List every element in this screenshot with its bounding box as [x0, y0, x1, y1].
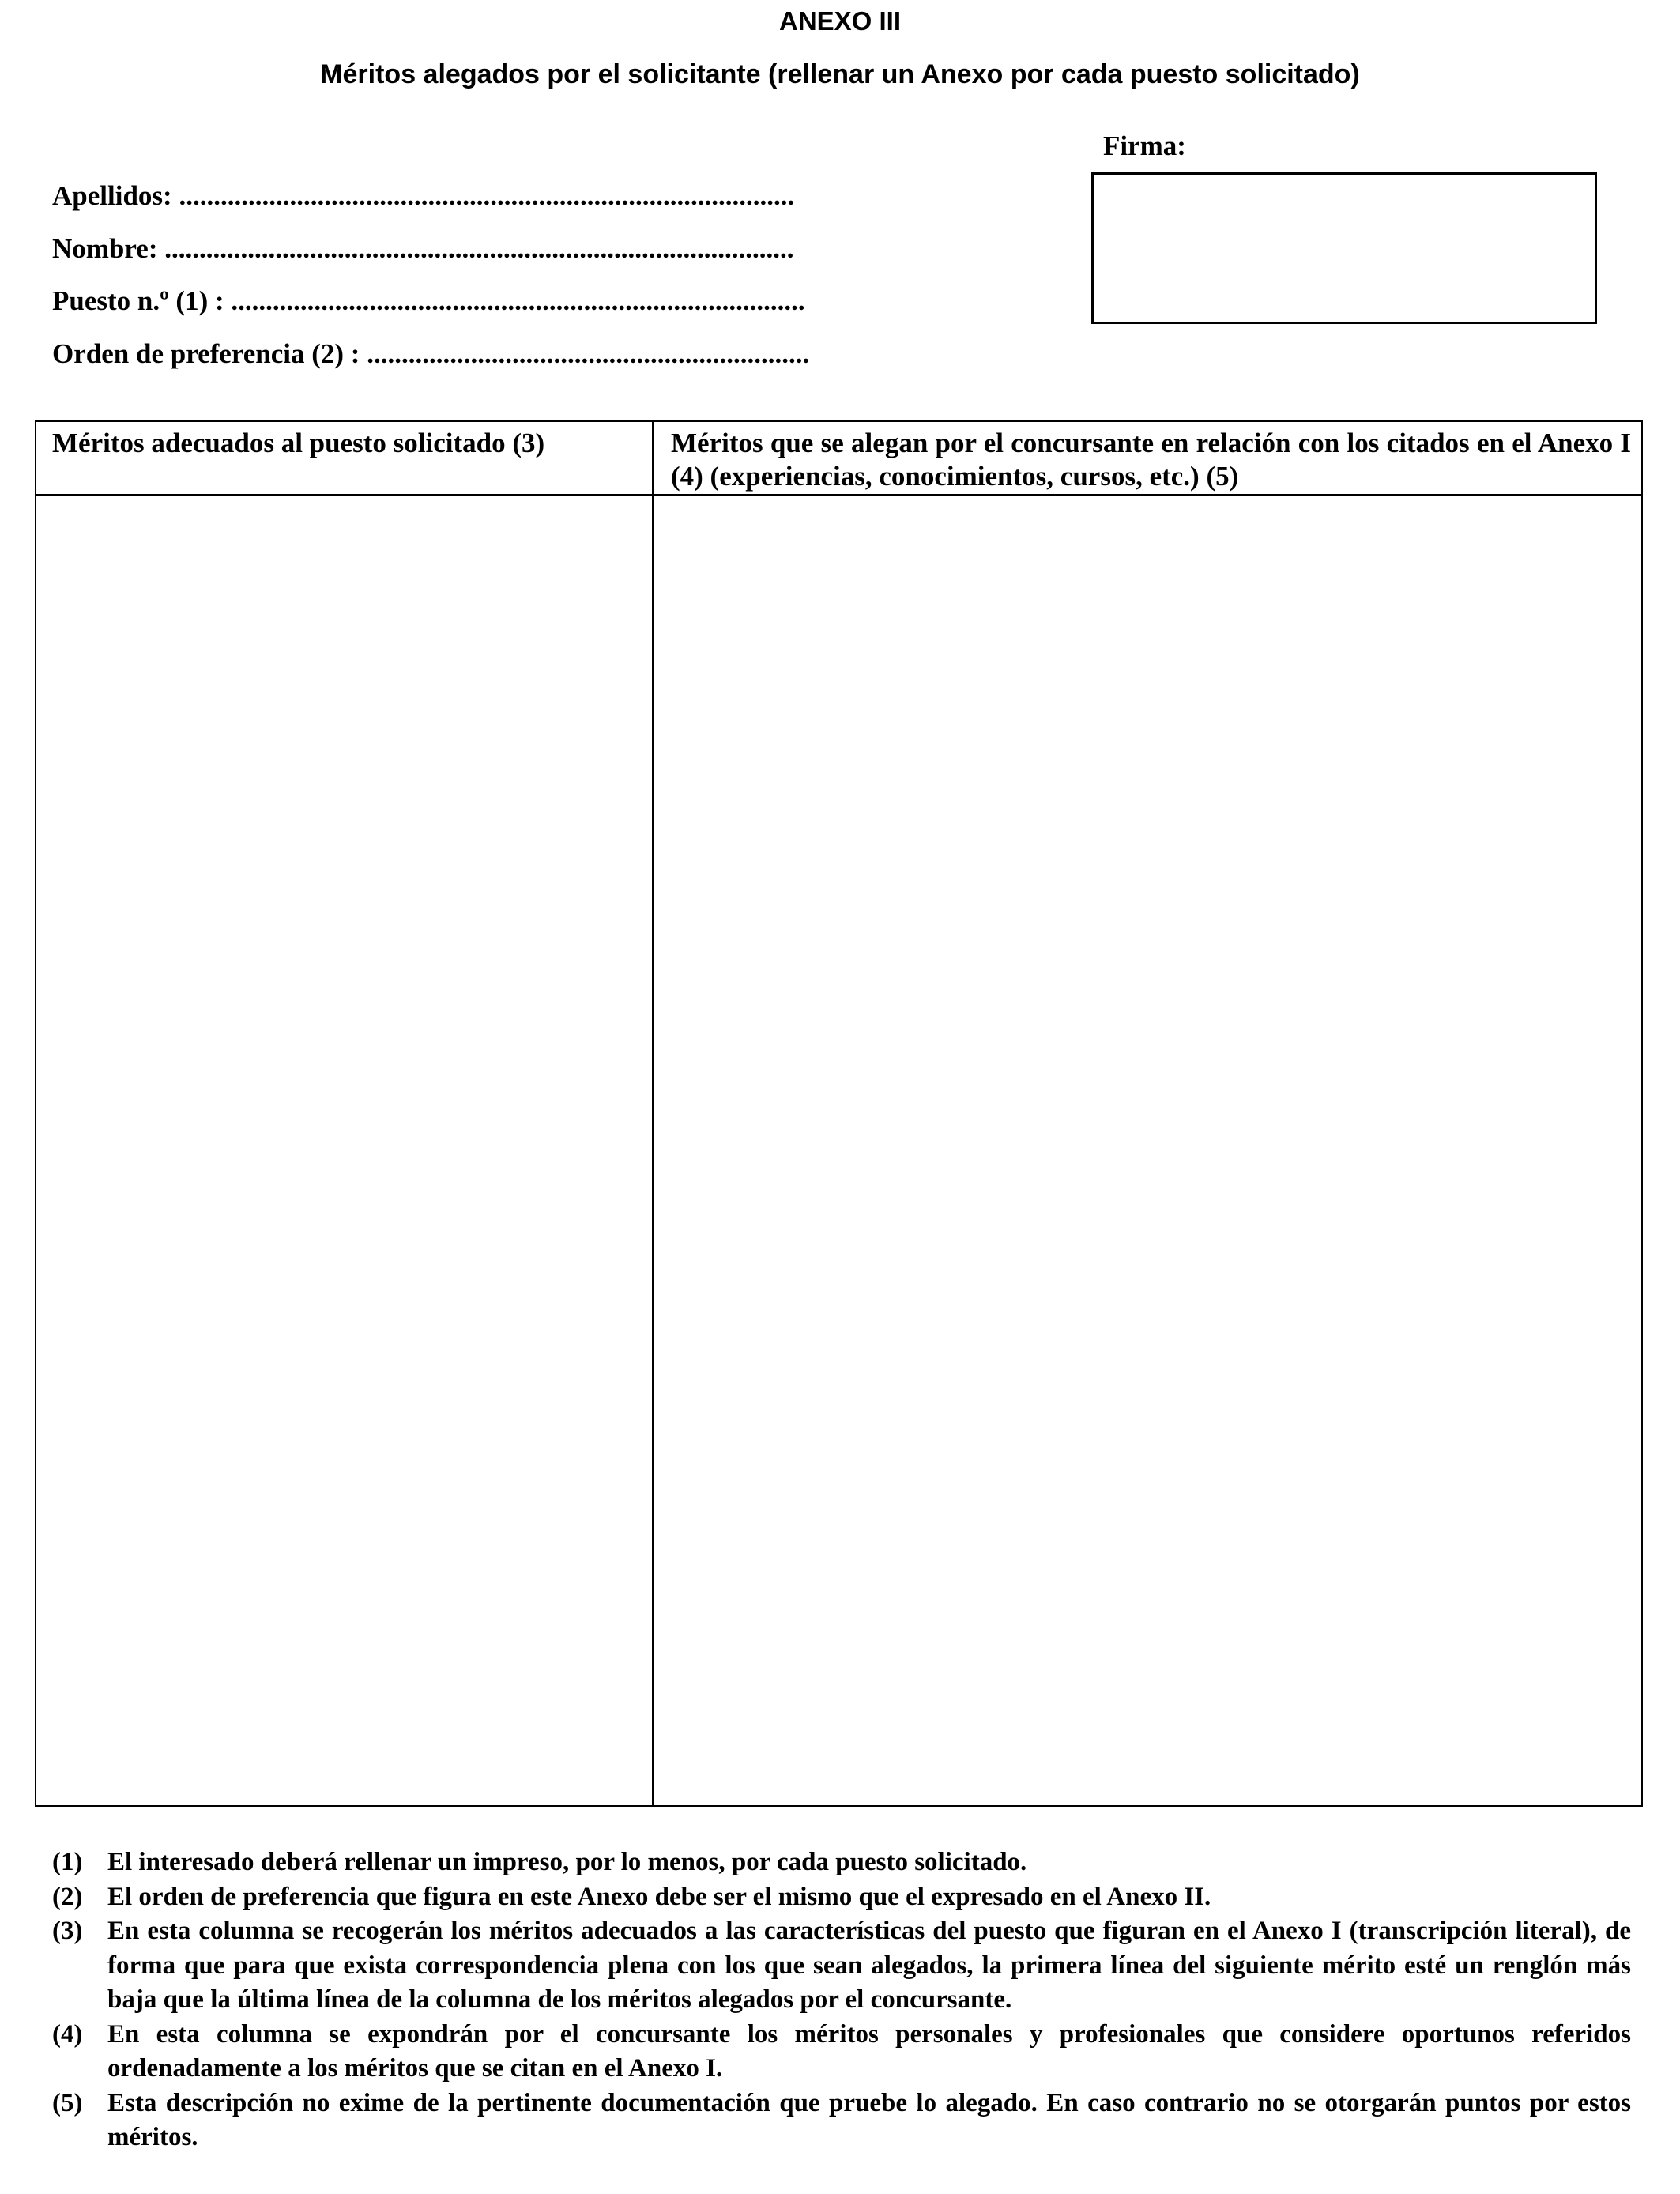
merits-table [35, 420, 1643, 1807]
alleged-merits-cell[interactable] [654, 496, 1641, 1805]
footnote-text: En esta columna se expondrán por el concursante los méritos personales y profesionales que considere oportunos referidos ordenadamente a los méritos que se citan en el Anexo I. [107, 2019, 1631, 2083]
footnote [52, 1845, 1631, 1880]
footnote [52, 2018, 1631, 2087]
footnote-number: (5) [52, 2088, 83, 2117]
field-label: Orden de preferencia (2) : [52, 338, 360, 369]
field-dots: ................................................................................... [224, 285, 805, 316]
footnote-number: (4) [52, 2019, 83, 2049]
field-label: Nombre: [52, 233, 158, 264]
footnote [52, 1914, 1631, 2018]
footnote [52, 1880, 1631, 1915]
field-dots: ......................................................................................... [171, 180, 795, 211]
field-apellidos[interactable] [52, 180, 794, 212]
signature-label: Firma: [1103, 130, 1186, 161]
footnote-text: En esta columna se recogerán los méritos adecuados a las características del puesto que figuran en el Anexo I (transcripción literal), de forma que para que exista correspondencia plena con los que sean alegados, la primera línea del siguiente mérito esté un renglón más baja que la última línea de la columna de los méritos alegados por el concursante. [107, 1917, 1631, 2014]
footnotes [52, 1845, 1631, 2155]
field-label: Puesto n.º (1) : [52, 285, 224, 316]
footnote-number: (1) [52, 1848, 83, 1876]
footnote-text: El interesado deberá rellenar un impreso, por lo menos, por cada puesto solicitado. [107, 1848, 1027, 1876]
footnote-text: Esta descripción no exime de la pertinente documentación que pruebe lo alegado. En caso contrario no se otorgarán puntos por estos méritos. [107, 2088, 1631, 2151]
column-header-alleged-merits: Méritos que se alegan por el concursante en relación con los citados en el Anexo I (4) (experiencias, conocimientos, cursos, etc.) (5) [671, 428, 1631, 492]
field-dots: ........................................................................................... [157, 233, 794, 264]
signature-box[interactable] [1091, 172, 1597, 324]
page-subtitle: Méritos alegados por el solicitante (rellenar un Anexo por cada puesto solicitado) [320, 59, 1360, 89]
footnote [52, 2087, 1631, 2155]
field-label: Apellidos: [52, 180, 172, 211]
field-orden-preferencia[interactable] [52, 338, 809, 370]
footnote-number: (2) [52, 1882, 83, 1911]
field-puesto[interactable] [52, 285, 805, 317]
column-header-required-merits: Méritos adecuados al puesto solicitado (3) [52, 428, 545, 458]
footnote-number: (3) [52, 1917, 83, 1945]
field-dots: ................................................................ [360, 338, 810, 369]
page-title: ANEXO III [778, 6, 902, 36]
footnote-text: El orden de preferencia que figura en este Anexo debe ser el mismo que el expresado en el Anexo II. [107, 1882, 1211, 1911]
field-nombre[interactable] [52, 233, 794, 265]
required-merits-cell[interactable] [36, 496, 652, 1805]
